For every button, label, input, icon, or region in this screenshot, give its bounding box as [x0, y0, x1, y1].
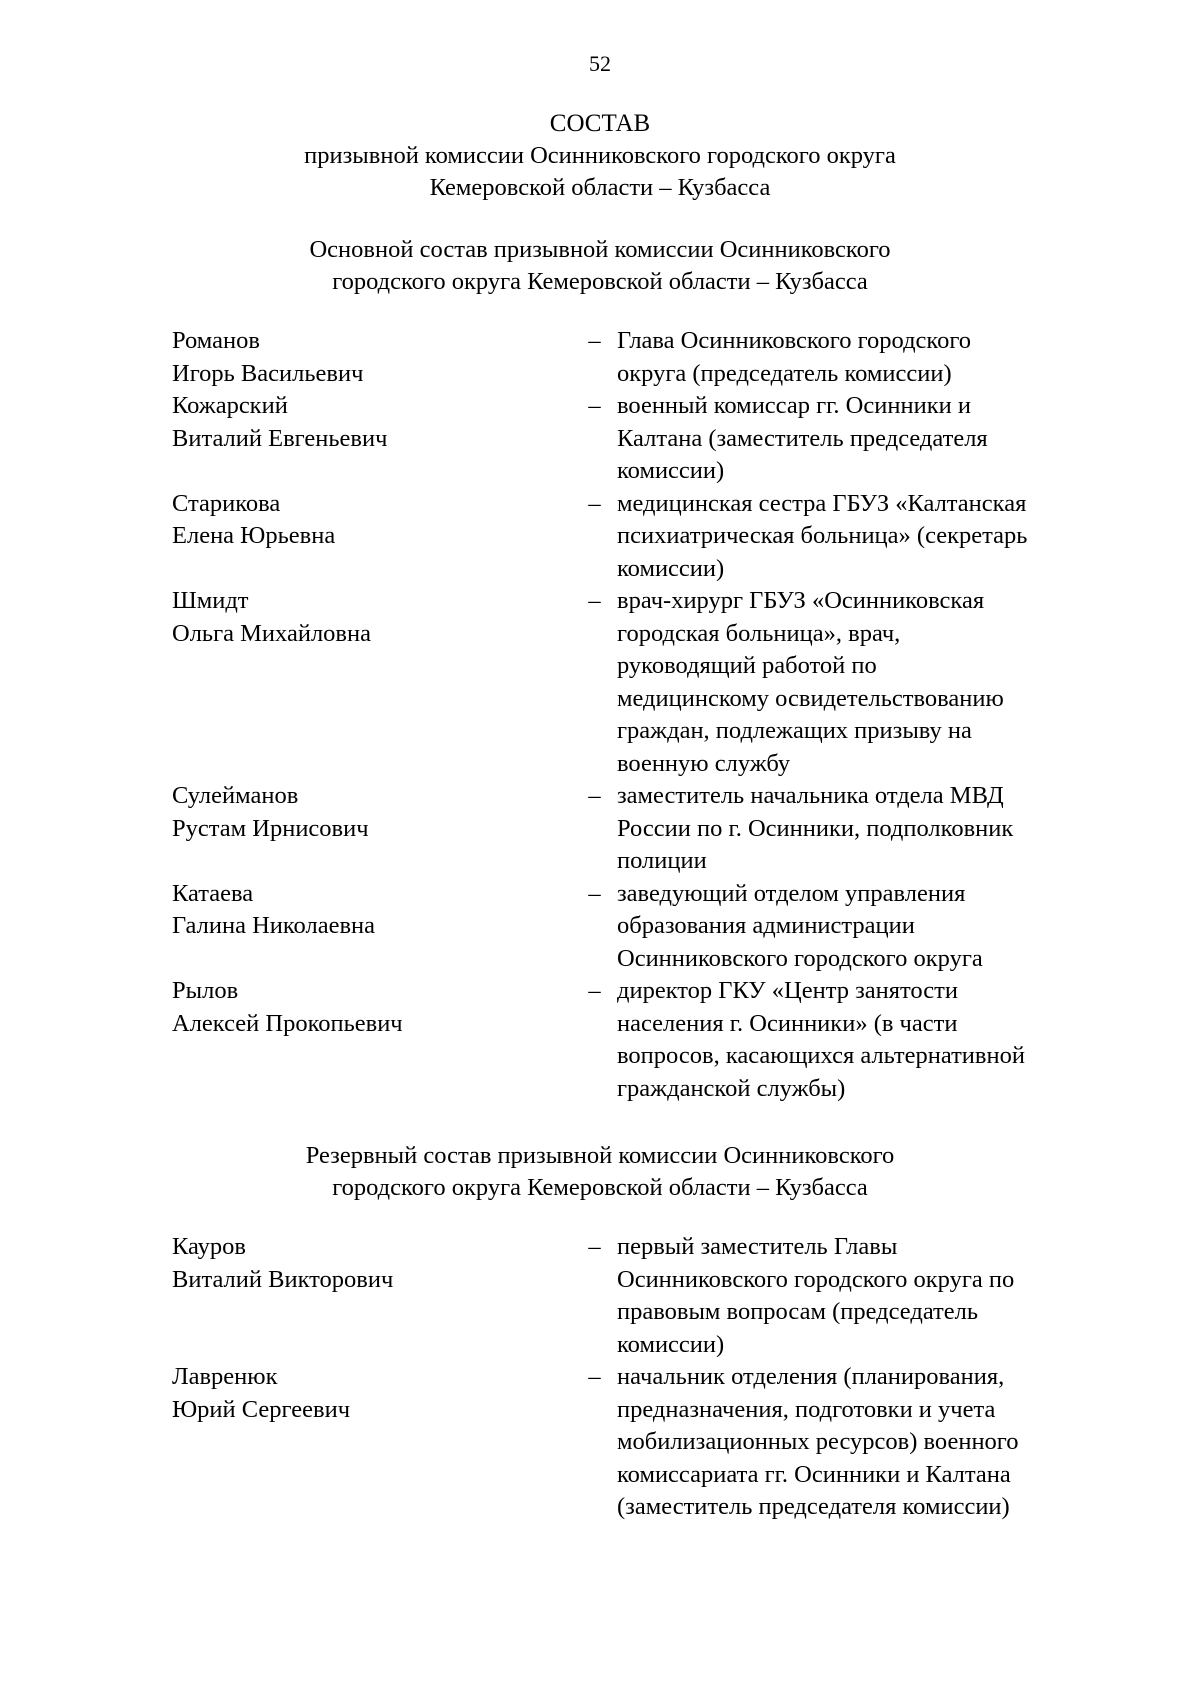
- member-role-line: комиссии): [617, 554, 725, 582]
- member-row: [172, 975, 1102, 1105]
- member-role-line: образования администрации: [617, 912, 915, 939]
- member-role: [617, 878, 1102, 976]
- title-line-1: призывной комиссии Осинниковского городского округа: [304, 142, 896, 169]
- member-role-line: предназначения, подготовки и учета: [617, 1395, 996, 1423]
- member-row: [172, 1231, 1102, 1361]
- member-row: [172, 488, 1102, 586]
- member-name: [172, 1361, 572, 1426]
- member-given-names: Юрий Сергеевич: [172, 1395, 351, 1423]
- member-role-line: первый заместитель Главы: [617, 1233, 898, 1260]
- member-row: [172, 390, 1102, 488]
- member-row: [172, 878, 1102, 976]
- member-role: [617, 780, 1102, 878]
- member-surname: Старикова: [172, 489, 281, 517]
- main-heading-line-2: городского округа Кемеровской области – Кузбасса: [332, 268, 868, 295]
- member-name: [172, 390, 572, 455]
- member-name: [172, 488, 572, 553]
- member-row: [172, 1361, 1102, 1524]
- member-name: [172, 585, 572, 650]
- document-title: [0, 108, 1200, 204]
- member-role-line: населения г. Осинники» (в части: [617, 1009, 958, 1037]
- main-members-list: [172, 325, 1102, 1105]
- reserve-heading-line-1: Резервный состав призывной комиссии Осинниковского: [305, 1142, 895, 1169]
- member-dash: –: [588, 587, 601, 614]
- member-role-line: полиции: [617, 847, 707, 874]
- member-role-line: городская больница», врач,: [617, 619, 901, 647]
- member-surname: Лавренюк: [172, 1363, 278, 1390]
- member-dash: –: [588, 1363, 601, 1390]
- member-given-names: Виталий Викторович: [172, 1265, 394, 1293]
- member-surname: Катаева: [172, 879, 254, 907]
- member-surname: Кожарский: [172, 392, 288, 419]
- member-role-line: Калтана (заместитель председателя: [617, 424, 988, 452]
- member-role-line: округа (председатель комиссии): [617, 359, 952, 387]
- page-number: 52: [589, 51, 611, 76]
- member-surname: Рылов: [172, 977, 239, 1004]
- member-row: [172, 325, 1102, 390]
- member-role-line: директор ГКУ «Центр занятости: [617, 977, 958, 1004]
- member-role-line: медицинская сестра ГБУЗ «Калтанская: [617, 489, 1027, 517]
- member-surname: Кауров: [172, 1233, 246, 1260]
- member-role-line: мобилизационных ресурсов) военного: [617, 1428, 1019, 1455]
- member-role-line: руководящий работой по: [617, 652, 877, 679]
- member-role-line: гражданской службы): [617, 1074, 846, 1102]
- member-given-names: Виталий Евгеньевич: [172, 424, 388, 452]
- member-role-line: психиатрическая больница» (секретарь: [617, 522, 1028, 549]
- member-name: [172, 780, 572, 845]
- member-role-line: России по г. Осинники, подполковник: [617, 814, 1014, 842]
- member-role: [617, 325, 1102, 390]
- member-given-names: Елена Юрьевна: [172, 522, 336, 549]
- member-role-line: военную службу: [617, 749, 791, 777]
- member-role-line: граждан, подлежащих призыву на: [617, 717, 972, 744]
- member-role-line: Осинниковского городского округа по: [617, 1265, 1015, 1293]
- member-given-names: Галина Николаевна: [172, 912, 376, 939]
- member-dash: –: [588, 1233, 601, 1260]
- member-role-line: военный комиссар гг. Осинники и: [617, 392, 971, 419]
- reserve-section-heading: [0, 1140, 1200, 1204]
- title-main: СОСТАВ: [549, 110, 651, 137]
- member-name: [172, 325, 572, 390]
- member-dash: –: [588, 879, 601, 907]
- member-role-line: (заместитель председателя комиссии): [617, 1493, 1010, 1520]
- member-role: [617, 1231, 1102, 1361]
- member-role-line: комиссии): [617, 457, 725, 484]
- member-role-line: врач-хирург ГБУЗ «Осинниковская: [617, 587, 985, 614]
- member-dash: –: [588, 392, 601, 419]
- member-role-line: Осинниковского городского округа: [617, 944, 983, 972]
- member-name: [172, 1231, 572, 1296]
- member-surname: Шмидт: [172, 587, 249, 614]
- member-dash: –: [588, 977, 601, 1004]
- member-row: [172, 780, 1102, 878]
- member-given-names: Ольга Михайловна: [172, 619, 371, 647]
- member-role: [617, 585, 1102, 780]
- main-heading-line-1: Основной состав призывной комиссии Осинниковского: [309, 236, 891, 263]
- member-given-names: Алексей Прокопьевич: [172, 1009, 403, 1037]
- member-role: [617, 975, 1102, 1105]
- member-name: [172, 878, 572, 943]
- member-role-line: заведующий отделом управления: [617, 879, 966, 907]
- member-role-line: начальник отделения (планирования,: [617, 1363, 1005, 1390]
- member-role-line: правовым вопросам (председатель: [617, 1298, 979, 1325]
- reserve-members-list: [172, 1231, 1102, 1524]
- member-role-line: комиссариата гг. Осинники и Калтана: [617, 1460, 1011, 1488]
- member-dash: –: [588, 489, 601, 517]
- reserve-heading-line-2: городского округа Кемеровской области – Кузбасса: [332, 1174, 868, 1201]
- member-role-line: медицинскому освидетельствованию: [617, 684, 1004, 712]
- member-given-names: Игорь Васильевич: [172, 359, 364, 387]
- main-section-heading: [0, 234, 1200, 298]
- member-role-line: Глава Осинниковского городского: [617, 327, 972, 354]
- member-role: [617, 1361, 1102, 1524]
- member-role-line: вопросов, касающихся альтернативной: [617, 1042, 1025, 1069]
- member-role-line: комиссии): [617, 1330, 725, 1358]
- member-surname: Романов: [172, 327, 260, 354]
- title-line-2: Кемеровской области – Кузбасса: [429, 174, 771, 201]
- member-role-line: заместитель начальника отдела МВД: [617, 782, 1004, 809]
- member-role: [617, 488, 1102, 586]
- member-row: [172, 585, 1102, 780]
- member-name: [172, 975, 572, 1040]
- member-dash: –: [588, 782, 601, 809]
- member-given-names: Рустам Ирнисович: [172, 814, 369, 842]
- member-role: [617, 390, 1102, 488]
- member-dash: –: [588, 327, 601, 354]
- member-surname: Сулейманов: [172, 782, 299, 809]
